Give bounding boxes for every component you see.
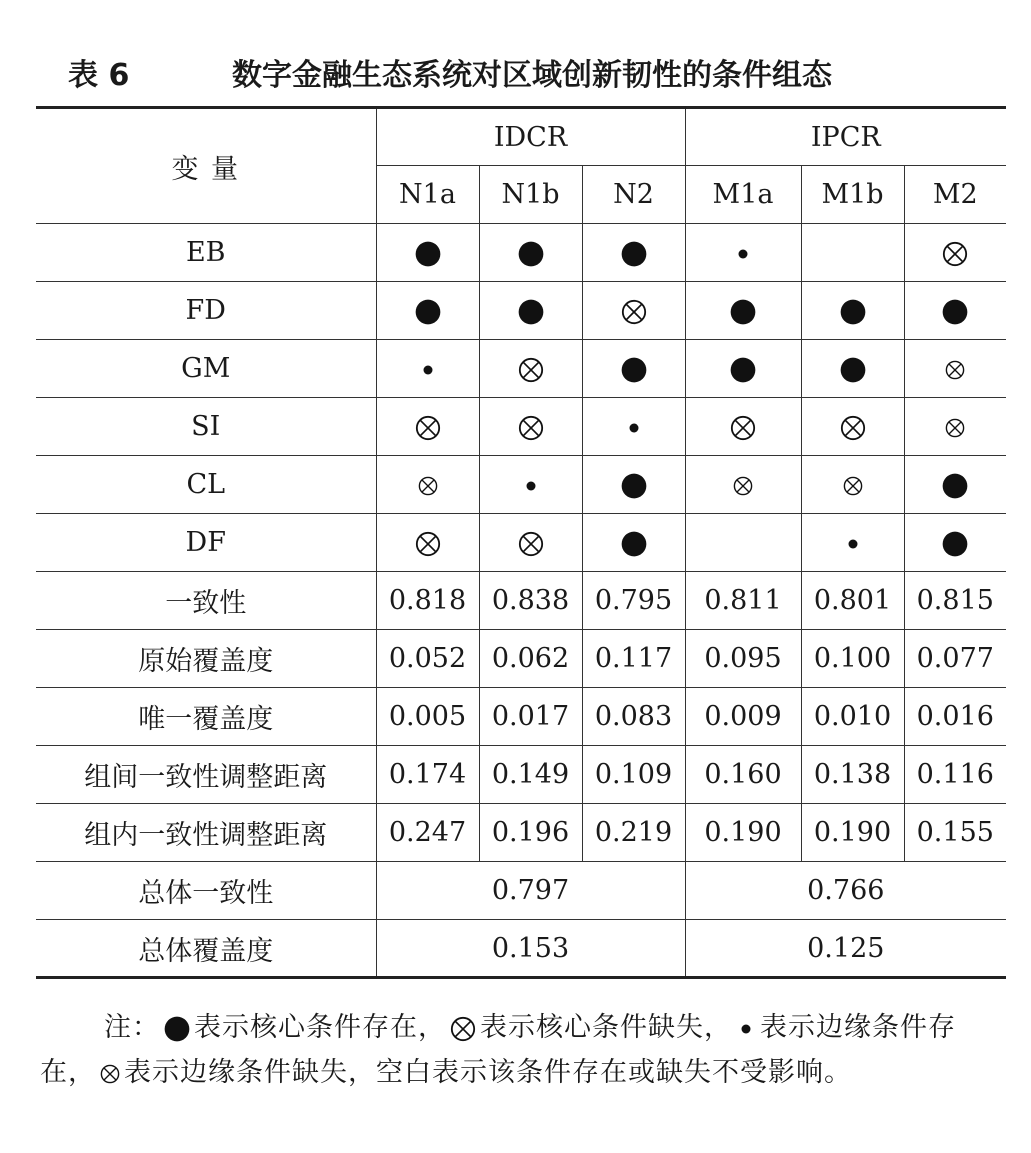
condition-symbol bbox=[621, 241, 647, 267]
condition-symbol bbox=[942, 473, 968, 499]
metric-value: 0.116 bbox=[904, 746, 1006, 804]
condition-row bbox=[36, 398, 1006, 456]
condition-cell bbox=[904, 514, 1006, 572]
condition-label: GM bbox=[36, 340, 376, 398]
condition-symbol bbox=[733, 476, 753, 496]
condition-cell bbox=[376, 456, 479, 514]
table-title: 数字金融生态系统对区域创新韧性的条件组态 bbox=[232, 58, 832, 93]
small-filled-circle-icon bbox=[736, 1019, 756, 1039]
config-header: N1b bbox=[479, 166, 582, 224]
large-filled-circle-icon bbox=[942, 299, 968, 325]
condition-symbol bbox=[942, 241, 968, 267]
large-circled-x-icon bbox=[730, 415, 756, 441]
condition-row bbox=[36, 456, 1006, 514]
metric-label: 组内一致性调整距离 bbox=[36, 804, 376, 862]
metric-value: 0.138 bbox=[801, 746, 904, 804]
metric-value: 0.815 bbox=[904, 572, 1006, 630]
large-filled-circle-icon bbox=[621, 531, 647, 557]
condition-cell bbox=[685, 224, 801, 282]
condition-cell bbox=[904, 224, 1006, 282]
overall-row bbox=[36, 920, 1006, 978]
condition-cell bbox=[582, 398, 685, 456]
small-circled-x-icon bbox=[945, 360, 965, 380]
condition-row bbox=[36, 514, 1006, 572]
condition-cell bbox=[801, 282, 904, 340]
metric-value: 0.160 bbox=[685, 746, 801, 804]
overall-row bbox=[36, 862, 1006, 920]
small-circled-x-icon bbox=[733, 476, 753, 496]
condition-cell bbox=[479, 224, 582, 282]
condition-symbol bbox=[843, 534, 863, 554]
condition-symbol bbox=[518, 357, 544, 383]
large-filled-circle-icon bbox=[942, 531, 968, 557]
condition-label: CL bbox=[36, 456, 376, 514]
metric-value: 0.083 bbox=[582, 688, 685, 746]
small-filled-circle-icon bbox=[733, 244, 753, 264]
small-circled-x-icon bbox=[100, 1064, 120, 1084]
small-circled-x-icon bbox=[843, 476, 863, 496]
condition-symbol bbox=[518, 415, 544, 441]
condition-row bbox=[36, 282, 1006, 340]
metric-row bbox=[36, 630, 1006, 688]
condition-symbol bbox=[624, 418, 644, 438]
group-header-ipcr: IPCR bbox=[685, 108, 1006, 166]
condition-symbol bbox=[521, 476, 541, 496]
small-filled-circle-icon bbox=[843, 534, 863, 554]
condition-symbol bbox=[518, 531, 544, 557]
condition-cell bbox=[801, 340, 904, 398]
condition-cell bbox=[376, 340, 479, 398]
condition-cell bbox=[685, 514, 801, 572]
metric-value: 0.196 bbox=[479, 804, 582, 862]
overall-label: 总体覆盖度 bbox=[36, 920, 376, 978]
large-circled-x-icon bbox=[621, 299, 647, 325]
metric-value: 0.009 bbox=[685, 688, 801, 746]
condition-cell bbox=[685, 398, 801, 456]
condition-cell bbox=[479, 514, 582, 572]
overall-value: 0.125 bbox=[685, 920, 1006, 978]
metric-label: 一致性 bbox=[36, 572, 376, 630]
condition-symbol bbox=[730, 357, 756, 383]
large-filled-circle-icon bbox=[621, 357, 647, 383]
condition-cell bbox=[904, 282, 1006, 340]
condition-cell bbox=[904, 456, 1006, 514]
large-circled-x-icon bbox=[415, 531, 441, 557]
note-text: 表示边缘条件缺失，空白表示该条件存在或缺失不受影响。 bbox=[124, 1057, 852, 1088]
condition-cell bbox=[801, 514, 904, 572]
large-circled-x-icon bbox=[518, 357, 544, 383]
condition-cell bbox=[582, 514, 685, 572]
note-symbol bbox=[164, 1016, 190, 1042]
condition-cell bbox=[582, 224, 685, 282]
table-note bbox=[40, 1005, 1006, 1095]
configuration-table bbox=[36, 106, 1006, 979]
overall-value: 0.153 bbox=[376, 920, 685, 978]
overall-label: 总体一致性 bbox=[36, 862, 376, 920]
condition-cell bbox=[801, 456, 904, 514]
note-symbol bbox=[100, 1064, 120, 1084]
large-filled-circle-icon bbox=[730, 299, 756, 325]
metric-value: 0.077 bbox=[904, 630, 1006, 688]
metric-value: 0.795 bbox=[582, 572, 685, 630]
condition-symbol bbox=[621, 473, 647, 499]
metric-row bbox=[36, 688, 1006, 746]
condition-symbol bbox=[518, 241, 544, 267]
condition-cell bbox=[801, 224, 904, 282]
large-filled-circle-icon bbox=[518, 299, 544, 325]
metric-label: 唯一覆盖度 bbox=[36, 688, 376, 746]
condition-symbol bbox=[418, 360, 438, 380]
large-filled-circle-icon bbox=[621, 473, 647, 499]
table-caption bbox=[68, 50, 1001, 94]
config-header: N2 bbox=[582, 166, 685, 224]
large-filled-circle-icon bbox=[840, 357, 866, 383]
large-filled-circle-icon bbox=[518, 241, 544, 267]
condition-symbol bbox=[621, 299, 647, 325]
condition-symbol bbox=[621, 531, 647, 557]
note-symbol bbox=[450, 1016, 476, 1042]
condition-cell bbox=[376, 282, 479, 340]
condition-cell bbox=[479, 456, 582, 514]
config-header: M1a bbox=[685, 166, 801, 224]
metric-value: 0.052 bbox=[376, 630, 479, 688]
config-header: N1a bbox=[376, 166, 479, 224]
large-circled-x-icon bbox=[415, 415, 441, 441]
condition-symbol bbox=[415, 299, 441, 325]
metric-value: 0.801 bbox=[801, 572, 904, 630]
metric-value: 0.109 bbox=[582, 746, 685, 804]
condition-symbol bbox=[840, 299, 866, 325]
condition-label: EB bbox=[36, 224, 376, 282]
large-filled-circle-icon bbox=[415, 241, 441, 267]
small-filled-circle-icon bbox=[624, 418, 644, 438]
condition-label: DF bbox=[36, 514, 376, 572]
condition-symbol bbox=[733, 244, 753, 264]
variable-header: 变 量 bbox=[36, 108, 376, 224]
condition-cell bbox=[376, 398, 479, 456]
condition-symbol bbox=[840, 357, 866, 383]
large-filled-circle-icon bbox=[164, 1016, 190, 1042]
metric-value: 0.811 bbox=[685, 572, 801, 630]
condition-cell bbox=[904, 340, 1006, 398]
note-text: 表示边缘条件存在， bbox=[40, 1012, 956, 1088]
small-filled-circle-icon bbox=[521, 476, 541, 496]
metric-value: 0.149 bbox=[479, 746, 582, 804]
large-circled-x-icon bbox=[840, 415, 866, 441]
condition-symbol bbox=[415, 415, 441, 441]
metric-value: 0.219 bbox=[582, 804, 685, 862]
condition-symbol bbox=[730, 415, 756, 441]
large-filled-circle-icon bbox=[415, 299, 441, 325]
condition-symbol bbox=[415, 241, 441, 267]
note-text: 表示核心条件存在， bbox=[194, 1012, 446, 1043]
metric-value: 0.818 bbox=[376, 572, 479, 630]
metric-value: 0.100 bbox=[801, 630, 904, 688]
metric-value: 0.174 bbox=[376, 746, 479, 804]
metric-value: 0.190 bbox=[685, 804, 801, 862]
condition-symbol bbox=[418, 476, 438, 496]
condition-cell bbox=[376, 514, 479, 572]
overall-value: 0.766 bbox=[685, 862, 1006, 920]
condition-symbol bbox=[843, 476, 863, 496]
metric-value: 0.010 bbox=[801, 688, 904, 746]
condition-label: SI bbox=[36, 398, 376, 456]
large-circled-x-icon bbox=[518, 415, 544, 441]
table-number: 表 6 bbox=[68, 58, 130, 93]
condition-cell bbox=[685, 456, 801, 514]
metric-value: 0.155 bbox=[904, 804, 1006, 862]
metric-value: 0.016 bbox=[904, 688, 1006, 746]
metric-row bbox=[36, 804, 1006, 862]
overall-value: 0.797 bbox=[376, 862, 685, 920]
large-circled-x-icon bbox=[942, 241, 968, 267]
large-filled-circle-icon bbox=[840, 299, 866, 325]
large-filled-circle-icon bbox=[730, 357, 756, 383]
condition-symbol bbox=[942, 299, 968, 325]
large-filled-circle-icon bbox=[621, 241, 647, 267]
metric-value: 0.095 bbox=[685, 630, 801, 688]
condition-row bbox=[36, 224, 1006, 282]
small-circled-x-icon bbox=[418, 476, 438, 496]
condition-cell bbox=[376, 224, 479, 282]
condition-cell bbox=[479, 398, 582, 456]
condition-cell bbox=[801, 398, 904, 456]
condition-cell bbox=[479, 282, 582, 340]
condition-label: FD bbox=[36, 282, 376, 340]
condition-row bbox=[36, 340, 1006, 398]
condition-cell bbox=[904, 398, 1006, 456]
note-symbol bbox=[736, 1019, 756, 1039]
metric-value: 0.247 bbox=[376, 804, 479, 862]
metric-value: 0.005 bbox=[376, 688, 479, 746]
condition-symbol bbox=[621, 357, 647, 383]
large-circled-x-icon bbox=[518, 531, 544, 557]
small-filled-circle-icon bbox=[418, 360, 438, 380]
condition-cell bbox=[479, 340, 582, 398]
condition-symbol bbox=[840, 415, 866, 441]
metric-row bbox=[36, 572, 1006, 630]
note-prefix: 注： bbox=[104, 1012, 160, 1043]
note-text: 表示核心条件缺失， bbox=[480, 1012, 732, 1043]
condition-cell bbox=[582, 340, 685, 398]
condition-symbol bbox=[415, 531, 441, 557]
condition-symbol bbox=[518, 299, 544, 325]
small-circled-x-icon bbox=[945, 418, 965, 438]
metric-value: 0.117 bbox=[582, 630, 685, 688]
large-circled-x-icon bbox=[450, 1016, 476, 1042]
condition-symbol bbox=[730, 299, 756, 325]
large-filled-circle-icon bbox=[942, 473, 968, 499]
condition-symbol bbox=[945, 360, 965, 380]
metric-value: 0.017 bbox=[479, 688, 582, 746]
metric-value: 0.838 bbox=[479, 572, 582, 630]
condition-cell bbox=[582, 282, 685, 340]
condition-cell bbox=[582, 456, 685, 514]
condition-symbol bbox=[945, 418, 965, 438]
metric-label: 原始覆盖度 bbox=[36, 630, 376, 688]
config-header: M1b bbox=[801, 166, 904, 224]
condition-symbol bbox=[942, 531, 968, 557]
metric-value: 0.190 bbox=[801, 804, 904, 862]
config-header: M2 bbox=[904, 166, 1006, 224]
group-header-idcr: IDCR bbox=[376, 108, 685, 166]
metric-label: 组间一致性调整距离 bbox=[36, 746, 376, 804]
condition-cell bbox=[685, 340, 801, 398]
condition-cell bbox=[685, 282, 801, 340]
metric-row bbox=[36, 746, 1006, 804]
metric-value: 0.062 bbox=[479, 630, 582, 688]
